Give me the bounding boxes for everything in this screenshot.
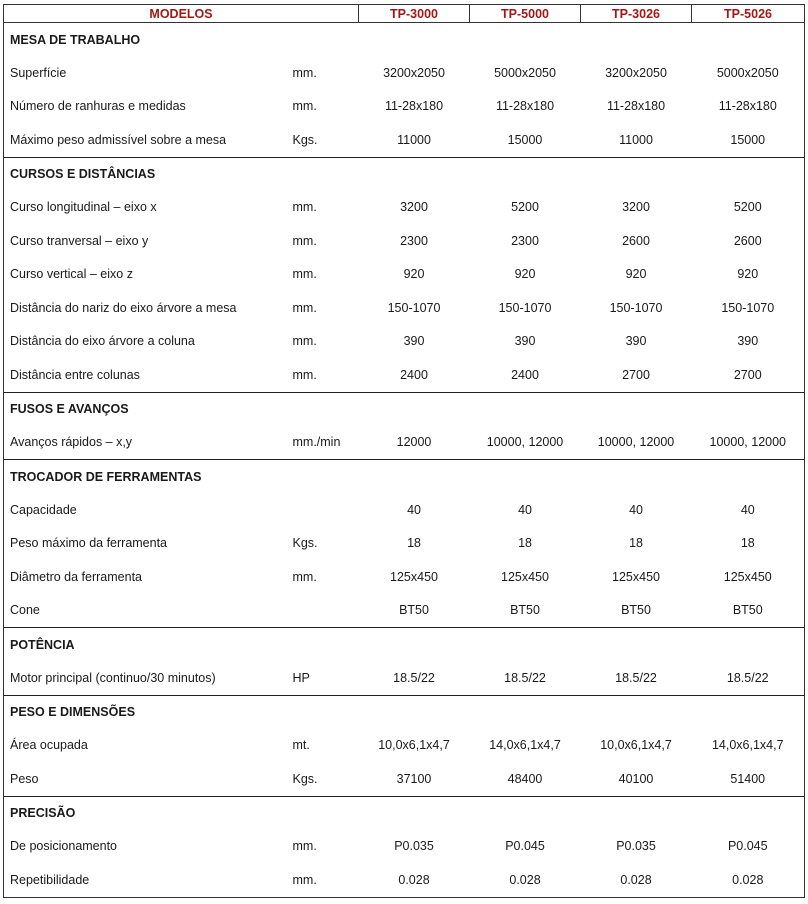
- row-label: Número de ranhuras e medidas: [4, 90, 289, 124]
- row-label: Capacidade: [4, 493, 289, 527]
- row-label: Distância do nariz do eixo árvore a mesa: [4, 291, 289, 325]
- table-row: [4, 191, 805, 225]
- value-cell-model-1: 150-1070: [387, 300, 441, 315]
- row-unit: mm.: [292, 839, 317, 854]
- section-title: PRECISÃO: [4, 796, 805, 830]
- row-label: Superfície: [4, 56, 289, 90]
- row-unit: mm.: [292, 65, 317, 80]
- value-cell-model-3: 2700: [622, 367, 650, 382]
- row-unit: Kgs.: [292, 771, 318, 786]
- row-label: Máximo peso admissível sobre a mesa: [4, 123, 289, 157]
- value-cell-model-3: BT50: [621, 603, 651, 618]
- table-row: [4, 830, 805, 864]
- row-unit: mm.: [292, 367, 317, 382]
- value-cell-model-3: 18: [629, 536, 643, 551]
- value-cell-model-4: 125x450: [692, 560, 805, 594]
- value-cell-model-3: 2600: [622, 233, 650, 248]
- value-cell-model-3: 10000, 12000: [597, 435, 675, 450]
- value-cell-model-1: 3200x2050: [383, 65, 445, 80]
- row-label: Curso vertical – eixo z: [4, 258, 289, 292]
- row-unit: mm.: [289, 863, 359, 897]
- value-cell-model-4: 390: [692, 325, 805, 359]
- value-cell-model-4: 150-1070: [692, 291, 805, 325]
- value-cell-model-4: P0.045: [692, 830, 805, 864]
- model-header-1: TP-3000: [359, 5, 470, 23]
- spec-table: [3, 4, 805, 898]
- value-cell-model-4: 15000: [692, 123, 805, 157]
- table-row: [4, 594, 805, 628]
- value-cell-model-2: 2300: [511, 233, 539, 248]
- row-unit: HP: [292, 670, 310, 685]
- value-cell-model-4: BT50: [692, 594, 805, 628]
- section-title: POTÊNCIA: [4, 628, 805, 662]
- row-unit: mm.: [292, 233, 317, 248]
- value-cell-model-4: 18: [692, 527, 805, 561]
- value-cell-model-2: 15000: [507, 132, 543, 147]
- value-cell-model-4: 920: [692, 258, 805, 292]
- row-unit: mt.: [292, 738, 310, 753]
- row-unit: mm.: [292, 569, 317, 584]
- value-cell-model-4: 11-28x180: [692, 90, 805, 124]
- value-cell-model-4: 5200: [692, 191, 805, 225]
- value-cell-model-1: 12000: [396, 435, 432, 450]
- value-cell-model-1: 0.028: [359, 863, 470, 897]
- value-cell-model-2: 0.028: [470, 863, 581, 897]
- row-label: Cone: [4, 594, 289, 628]
- value-cell-model-2: 14,0x6,1x4,7: [489, 738, 561, 753]
- value-cell-model-2: 40: [518, 502, 532, 517]
- table-row: [4, 863, 805, 897]
- value-cell-model-2: 390: [514, 334, 536, 349]
- value-cell-model-4: 40: [692, 493, 805, 527]
- value-cell-model-1: 2300: [400, 233, 428, 248]
- table-body: [4, 23, 805, 898]
- value-cell-model-3: 18.5/22: [615, 670, 657, 685]
- value-cell-model-1: 11-28x180: [384, 99, 444, 114]
- value-cell-model-1: 10,0x6,1x4,7: [378, 738, 450, 753]
- value-cell-model-2: 18.5/22: [504, 670, 546, 685]
- value-cell-model-1: 37100: [396, 771, 432, 786]
- value-cell-model-2: BT50: [510, 603, 540, 618]
- row-unit: mm.: [292, 267, 317, 282]
- row-label: De posicionamento: [4, 830, 289, 864]
- row-unit: Kgs.: [292, 536, 318, 551]
- value-cell-model-2: 125x450: [501, 569, 549, 584]
- value-cell-model-3: P0.035: [616, 839, 656, 854]
- table-row: [4, 527, 805, 561]
- value-cell-model-3: 11000: [619, 132, 653, 147]
- row-label: Área ocupada: [4, 729, 289, 763]
- value-cell-model-1: 390: [403, 334, 425, 349]
- value-cell-model-2: 5200: [511, 200, 539, 215]
- row-unit: mm.: [292, 334, 317, 349]
- table-row: [4, 560, 805, 594]
- value-cell-model-3: 11-28x180: [606, 99, 666, 114]
- value-cell-model-4: 18.5/22: [692, 661, 805, 695]
- value-cell-model-3: 10,0x6,1x4,7: [600, 738, 672, 753]
- row-unit: [289, 493, 359, 527]
- row-unit: Kgs.: [292, 132, 318, 147]
- row-label: Curso tranversal – eixo y: [4, 224, 289, 258]
- value-cell-model-1: 11000: [397, 132, 431, 147]
- table-header: [4, 5, 805, 23]
- section-header: [4, 460, 805, 494]
- value-cell-model-2: 48400: [507, 771, 543, 786]
- row-unit: mm.: [292, 99, 317, 114]
- row-label: Motor principal (continuo/30 minutos): [4, 661, 289, 695]
- value-cell-model-3: 920: [625, 267, 647, 282]
- table-row: [4, 224, 805, 258]
- value-cell-model-3: 0.028: [581, 863, 692, 897]
- value-cell-model-2: 150-1070: [498, 300, 552, 315]
- table-row: [4, 493, 805, 527]
- value-cell-model-2: 2400: [511, 367, 539, 382]
- section-title: FUSOS E AVANÇOS: [4, 392, 805, 426]
- value-cell-model-3: 3200: [622, 200, 650, 215]
- section-header: [4, 628, 805, 662]
- value-cell-model-3: 390: [625, 334, 647, 349]
- section-header: [4, 23, 805, 57]
- row-unit: mm.: [292, 200, 317, 215]
- section-title: MESA DE TRABALHO: [4, 23, 805, 57]
- section-header: [4, 157, 805, 191]
- value-cell-model-3: 150-1070: [609, 300, 663, 315]
- row-unit: mm./min: [292, 435, 341, 450]
- value-cell-model-1: 2400: [400, 367, 428, 382]
- table-row: [4, 358, 805, 392]
- table-row: [4, 325, 805, 359]
- section-header: [4, 392, 805, 426]
- section-header: [4, 695, 805, 729]
- row-label: Diâmetro da ferramenta: [4, 560, 289, 594]
- table-row: [4, 90, 805, 124]
- table-row: [4, 291, 805, 325]
- section-title: TROCADOR DE FERRAMENTAS: [4, 460, 805, 494]
- value-cell-model-2: 10000, 12000: [486, 435, 564, 450]
- value-cell-model-3: 3200x2050: [605, 65, 667, 80]
- value-cell-model-3: 40100: [618, 771, 654, 786]
- value-cell-model-2: 920: [514, 267, 536, 282]
- value-cell-model-1: BT50: [399, 603, 429, 618]
- value-cell-model-1: 3200: [400, 200, 428, 215]
- spec-sheet: [3, 4, 805, 898]
- value-cell-model-4: 10000, 12000: [692, 426, 805, 460]
- row-label: Peso máximo da ferramenta: [4, 527, 289, 561]
- value-cell-model-4: 2700: [692, 358, 805, 392]
- row-unit: mm.: [292, 300, 317, 315]
- table-row: [4, 123, 805, 157]
- table-row: [4, 729, 805, 763]
- section-title: PESO E DIMENSÕES: [4, 695, 805, 729]
- value-cell-model-1: P0.035: [394, 839, 434, 854]
- value-cell-model-1: 125x450: [390, 569, 438, 584]
- value-cell-model-4: 0.028: [692, 863, 805, 897]
- value-cell-model-2: 11-28x180: [495, 99, 555, 114]
- model-header-2: TP-5000: [470, 5, 581, 23]
- models-header: MODELOS: [4, 5, 359, 23]
- row-label: Distância do eixo árvore a coluna: [4, 325, 289, 359]
- value-cell-model-1: 920: [403, 267, 425, 282]
- model-header-3: TP-3026: [581, 5, 692, 23]
- table-row: [4, 661, 805, 695]
- section-header: [4, 796, 805, 830]
- value-cell-model-4: 51400: [692, 762, 805, 796]
- table-row: [4, 56, 805, 90]
- value-cell-model-4: 2600: [692, 224, 805, 258]
- value-cell-model-3: 40: [629, 502, 643, 517]
- table-row: [4, 762, 805, 796]
- row-label: Peso: [4, 762, 289, 796]
- value-cell-model-2: 18: [518, 536, 532, 551]
- value-cell-model-1: 18: [407, 536, 421, 551]
- row-label: Distância entre colunas: [4, 358, 289, 392]
- value-cell-model-2: 5000x2050: [494, 65, 556, 80]
- row-label: Avanços rápidos – x,y: [4, 426, 289, 460]
- value-cell-model-1: 40: [407, 502, 421, 517]
- value-cell-model-4: 14,0x6,1x4,7: [692, 729, 805, 763]
- row-label: Curso longitudinal – eixo x: [4, 191, 289, 225]
- section-title: CURSOS E DISTÂNCIAS: [4, 157, 805, 191]
- table-row: [4, 258, 805, 292]
- model-header-4: TP-5026: [692, 5, 805, 23]
- table-row: [4, 426, 805, 460]
- value-cell-model-1: 18.5/22: [393, 670, 435, 685]
- value-cell-model-3: 125x450: [612, 569, 660, 584]
- row-label: Repetibilidade: [4, 863, 289, 897]
- row-unit: [289, 594, 359, 628]
- value-cell-model-4: 5000x2050: [692, 56, 805, 90]
- value-cell-model-2: P0.045: [505, 839, 545, 854]
